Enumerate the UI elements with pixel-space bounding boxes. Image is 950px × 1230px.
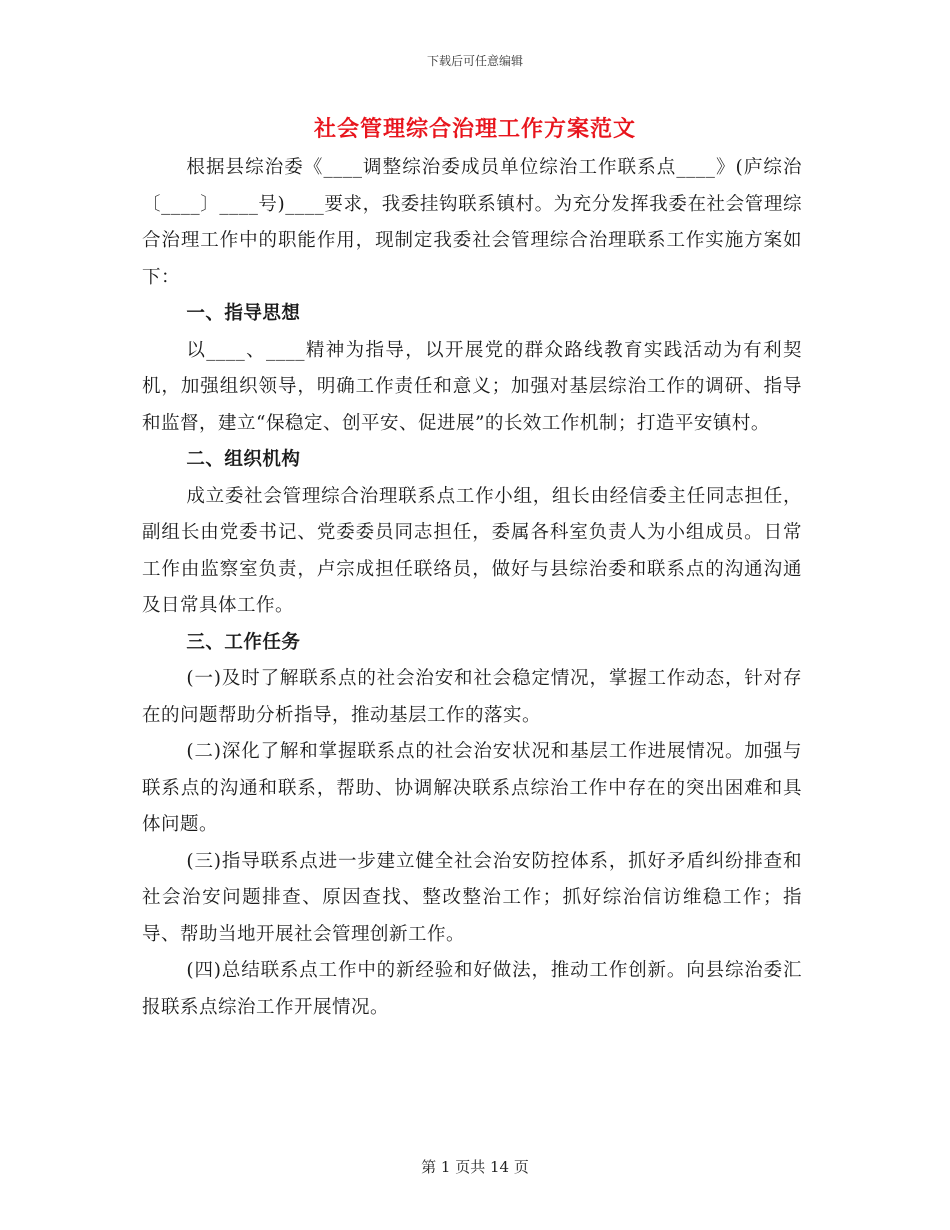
document-body <box>142 150 802 1026</box>
task-item-4: (四)总结联系点工作中的新经验和好做法，推动工作创新。向县综治委汇报联系点综治工作开展情况。 <box>142 960 802 1018</box>
page-footer: 第 1 页共 14 页 <box>421 1158 529 1176</box>
organization-paragraph: 成立委社会管理综合治理联系点工作小组，组长由经信委主任同志担任，副组长由党委书记、党委委员同志担任，委属各科室负责人为小组成员。日常工作由监察室负责，卢宗成担任联络员，做好与县综治委和联系点的沟通沟通及日常具体工作。 <box>142 485 802 616</box>
section-heading-work-tasks: 三、工作任务 <box>186 631 301 653</box>
intro-paragraph: 根据县综治委《____调整综治委成员单位综治工作联系点____》(庐综治〔____〕____号)____要求，我委挂钩联系镇村。为充分发挥我委在社会管理综合治理工作中的职能作用，现制定我委社会管理综合治理联系工作实施方案如下： <box>142 157 802 288</box>
section-heading-organization: 二、组织机构 <box>186 449 301 470</box>
task-item-1: (一)及时了解联系点的社会治安和社会稳定情况，掌握工作动态，针对存在的问题帮助分析指导，推动基层工作的落实。 <box>142 668 802 726</box>
task-item-3: (三)指导联系点进一步建立健全社会治安防控体系，抓好矛盾纠纷排查和社会治安问题排查、原因查找、整改整治工作；抓好综治信访维稳工作；指导、帮助当地开展社会管理创新工作。 <box>142 850 802 945</box>
document-title: 社会管理综合治理工作方案范文 <box>313 116 636 142</box>
task-item-2: (二)深化了解和掌握联系点的社会治安状况和基层工作进展情况。加强与联系点的沟通和联系，帮助、协调解决联系点综治工作中存在的突出困难和具体问题。 <box>142 741 802 835</box>
header-note: 下载后可任意编辑 <box>426 54 523 68</box>
guiding-ideology-paragraph: 以____、____精神为指导，以开展党的群众路线教育实践活动为有利契机，加强组织领导，明确工作责任和意义；加强对基层综治工作的调研、指导和监督，建立“保稳定、创平安、促进展”的长效工作机制；打造平安镇村。 <box>142 339 802 434</box>
section-heading-guiding-ideology: 一、指导思想 <box>186 303 301 324</box>
